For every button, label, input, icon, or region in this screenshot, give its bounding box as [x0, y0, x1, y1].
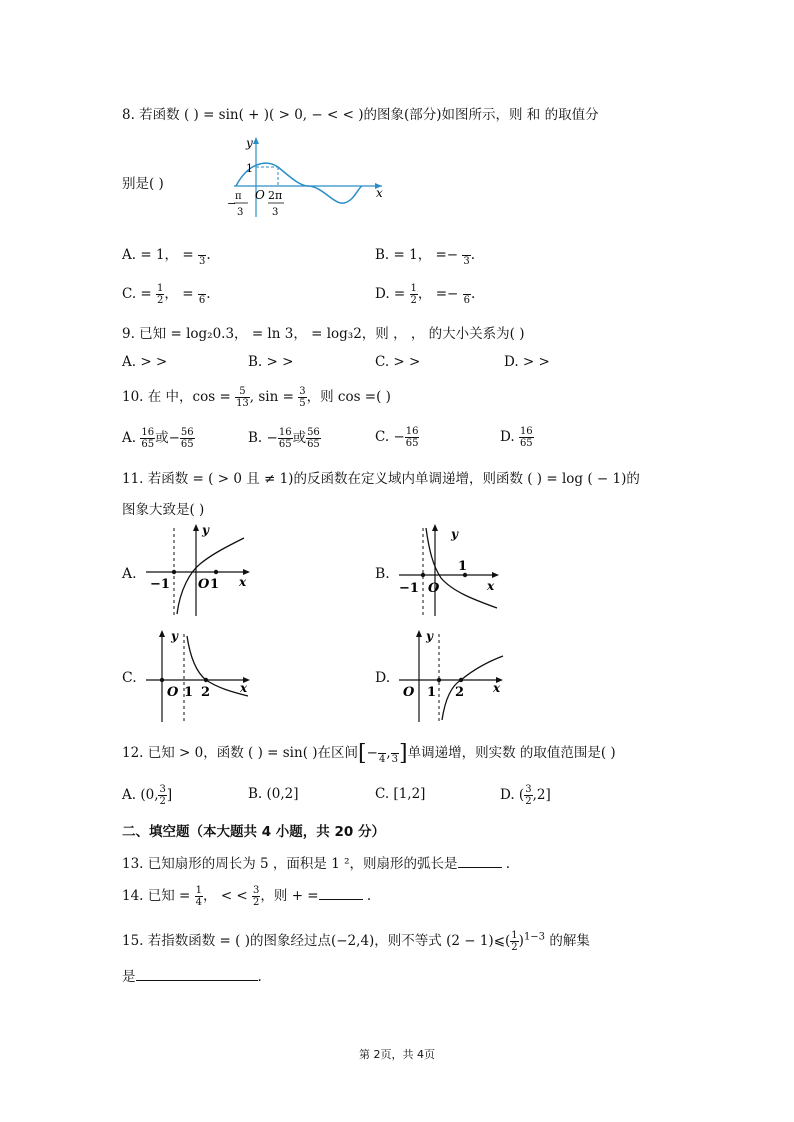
- q8-graph-minus: −: [227, 197, 237, 210]
- q8-graph-pi: π: [235, 191, 242, 202]
- q8-stem-2: 别是( ): [122, 176, 164, 192]
- q10-stem: 10. 在 中，cos = $\frac{5}{13}$ , sin = $\frac{3}{5}$ ，则 cos =( ): [122, 386, 391, 409]
- q11a-y: y: [202, 523, 209, 537]
- q12-option-b: B. (0,2]: [248, 786, 299, 802]
- q8-graph-three: 3: [237, 207, 244, 218]
- q11c-one: 1: [184, 685, 194, 700]
- q8-option-b: B. = 1， =− 3 .: [375, 243, 475, 267]
- q11-graph-a: [140, 520, 255, 620]
- q12-option-c: C. [1,2]: [375, 786, 426, 802]
- q8-graph-twopi: 2π: [268, 189, 283, 202]
- q11-label-c: C.: [122, 670, 137, 686]
- q13-stem: 13. 已知扇形的周长为 5 ，面积是 1 ²，则扇形的弧长是 .: [122, 852, 510, 872]
- q12-option-a: A. (0, $\frac{3}{2}$ ]: [122, 784, 173, 807]
- q11-label-b: B.: [375, 566, 390, 582]
- q11-graph-d: [393, 626, 508, 726]
- q11c-o: O: [167, 685, 179, 700]
- q11d-y: y: [426, 629, 433, 643]
- q9-option-b: B. > >: [248, 354, 294, 370]
- q11-stem-2: 图象大致是( ): [122, 502, 205, 518]
- q11b-one: 1: [458, 559, 468, 574]
- q8-option-d: D. = $\frac{1}{2}$ ， =− 6 .: [375, 283, 476, 306]
- q8-sine-graph: [222, 133, 392, 221]
- q11a-x: x: [239, 575, 247, 589]
- q8-graph-x: x: [376, 186, 383, 200]
- q9-stem: 9. 已知 = log₂0.3， = ln 3， = log₃2，则 ， ， 的大小关系为( ): [122, 326, 525, 342]
- page-footer: 第 2页，共 4页: [359, 1048, 435, 1061]
- q10-option-a: A. $\frac{16}{65}$ 或− $\frac{56}{65}$: [122, 427, 194, 450]
- q8-option-a: A. = 1， = 3 .: [122, 243, 211, 267]
- q11c-x: x: [240, 681, 248, 695]
- q8-graph-y: y: [246, 136, 253, 150]
- q8-option-c: C. = $\frac{1}{2}$ ， = 6 .: [122, 283, 211, 306]
- q11d-o: O: [403, 685, 415, 700]
- q12-stem: 12. 已知 > 0，函数 ( ) = sin( )在区间[− 4 , 3 ]单调递增，则实数 的取值范围是( ): [122, 741, 616, 766]
- q8-graph-three2: 3: [272, 207, 279, 218]
- q9-option-c: C. > >: [375, 354, 421, 370]
- q11b-y: y: [451, 527, 458, 541]
- q14-blank[interactable]: [319, 885, 363, 900]
- q10-option-d: D. $\frac{16}{65}$: [500, 426, 533, 449]
- q11d-one: 1: [427, 685, 437, 700]
- q11b-x: x: [487, 579, 495, 593]
- q8-stem: 8. 若函数 ( ) = sin( + )( > 0, − < < )的图象(部分)如图所示，则 和 的取值分: [122, 107, 599, 123]
- q11b-o: O: [428, 581, 440, 596]
- q11b-neg1: −1: [399, 581, 419, 596]
- q11c-two: 2: [201, 685, 211, 700]
- q11a-one: 1: [210, 577, 220, 592]
- q11c-y: y: [171, 629, 178, 643]
- q15-stem: 15. 若指数函数 = ( )的图象经过点(−2,4)，则不等式 (2 − 1)⩽( $\frac{1}{2}$ )$^{1-3}$ 的解集: [122, 930, 590, 953]
- q11-label-d: D.: [375, 670, 391, 686]
- q11a-neg1: −1: [150, 577, 170, 592]
- q11-stem: 11. 若函数 = ( > 0 且 ≠ 1)的反函数在定义域内单调递增，则函数 ( ) = log ( − 1)的: [122, 471, 640, 487]
- q11-graph-b: [393, 520, 508, 620]
- q9-option-a: A. > >: [122, 354, 168, 370]
- q8-graph-o: O: [255, 188, 265, 202]
- q15-blank[interactable]: [136, 966, 258, 981]
- q9-option-d: D. > >: [504, 354, 550, 370]
- q8-graph-one: 1: [246, 162, 253, 175]
- q10-option-b: B. − $\frac{16}{65}$ 或 $\frac{56}{65}$: [248, 427, 320, 450]
- q11d-two: 2: [455, 685, 465, 700]
- q10-option-c: C. − $\frac{16}{65}$: [375, 426, 419, 449]
- q11d-x: x: [493, 681, 501, 695]
- q11-label-a: A.: [122, 566, 137, 582]
- q14-stem: 14. 已知 = $\frac{1}{4}$ ， < < $\frac{3}{2}$ ，则 + = .: [122, 885, 372, 908]
- q15-stem-2: 是 .: [122, 965, 262, 985]
- q13-blank[interactable]: [458, 853, 502, 868]
- q12-option-d: D. ( $\frac{3}{2}$ ,2]: [500, 784, 551, 807]
- q11a-o: O: [198, 577, 210, 592]
- section-title: 二、填空题（本大题共 4 小题，共 20 分）: [122, 824, 385, 840]
- q11-graph-c: [140, 626, 255, 726]
